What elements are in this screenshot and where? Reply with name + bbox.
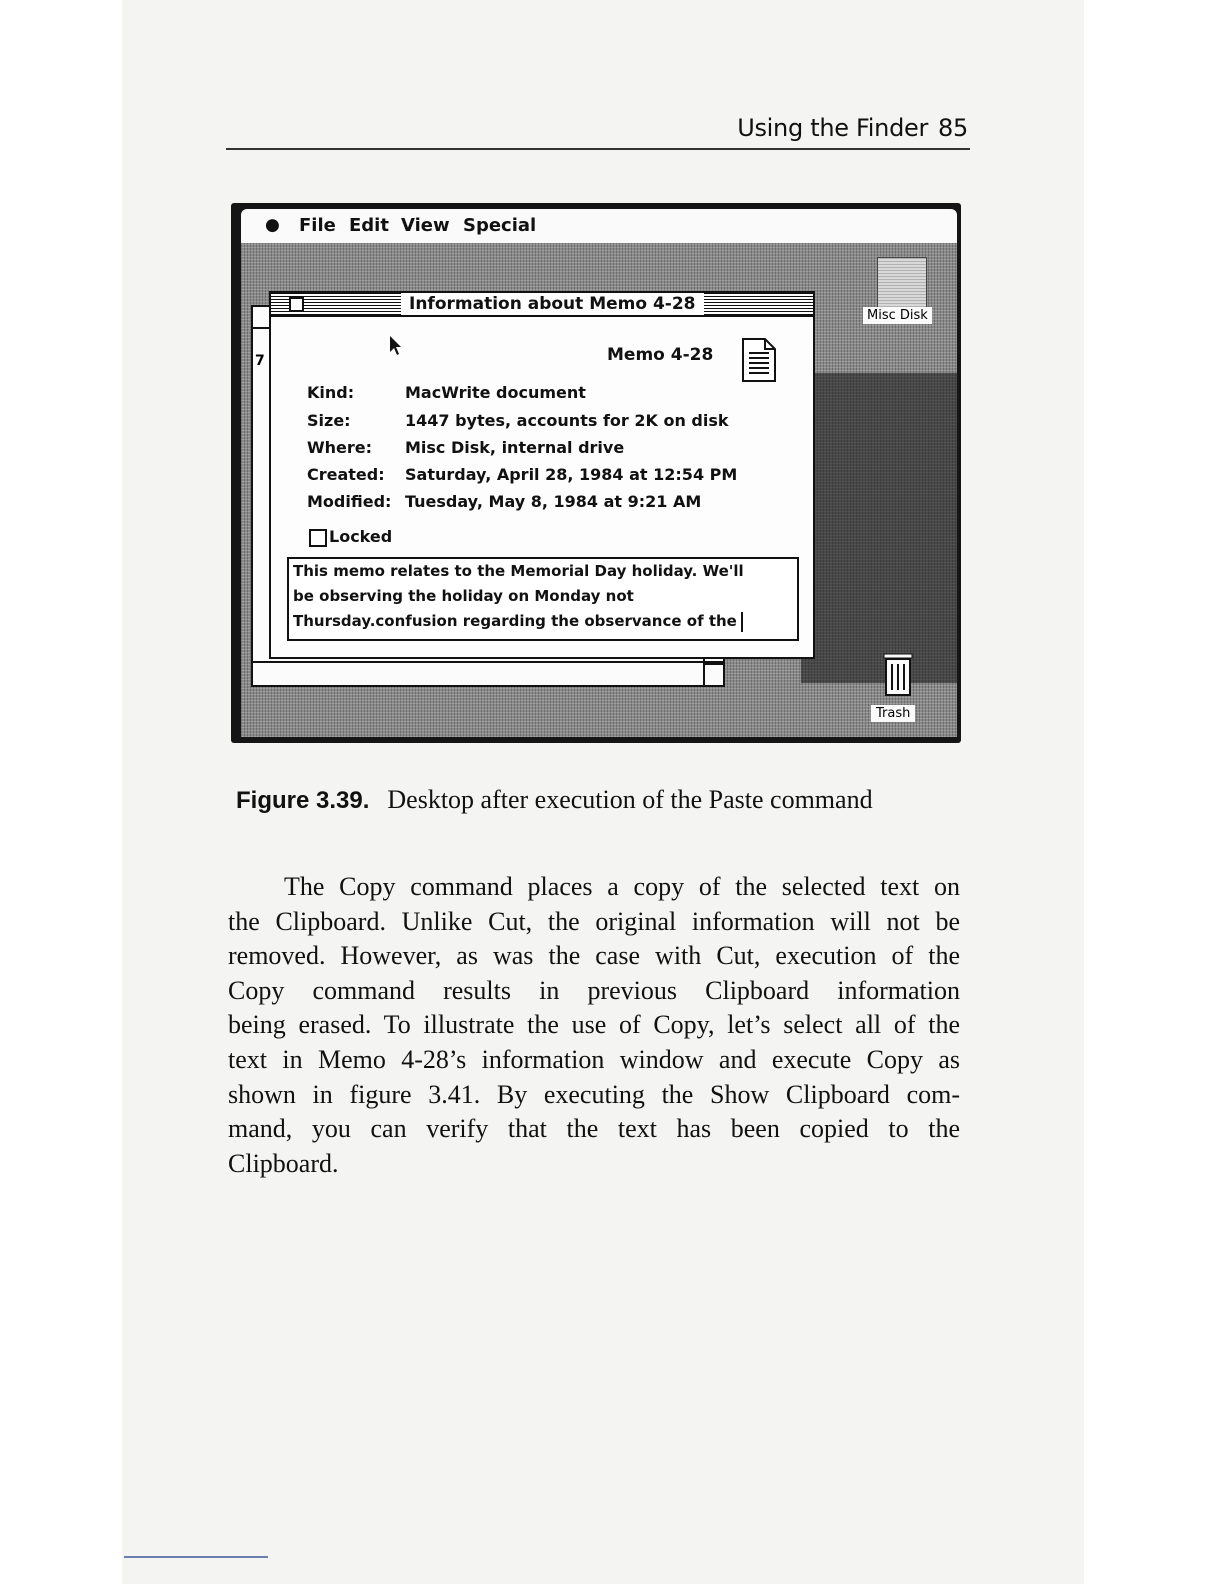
- menu-special[interactable]: Special: [463, 215, 537, 236]
- body-line: The Copy command places a copy of the selected text on: [284, 872, 960, 901]
- finder-screenshot: [231, 203, 961, 743]
- body-line: Copy command results in previous Clipboard information: [228, 975, 960, 1005]
- body-paragraph: [228, 870, 960, 1181]
- comments-line: This memo relates to the Memorial Day holiday. We'll: [293, 562, 744, 580]
- document-icon: [741, 337, 777, 383]
- where-value: Misc Disk, internal drive: [405, 438, 625, 457]
- locked-checkbox[interactable]: [309, 529, 327, 547]
- body-line: removed. However, as was the case with Cut, execution of the: [228, 941, 960, 971]
- body-line: mand, you can verify that the text has been copied to the: [228, 1114, 960, 1144]
- info-window-title-bar[interactable]: [271, 293, 813, 317]
- comments-line: be observing the holiday on Monday not: [293, 587, 634, 605]
- comments-field[interactable]: [287, 557, 799, 641]
- figure-caption: [236, 784, 976, 815]
- kind-label: Kind:: [307, 383, 355, 402]
- desktop-shadow: [801, 373, 957, 683]
- info-window[interactable]: [269, 291, 815, 659]
- running-head: [226, 114, 970, 150]
- footer-rule: [124, 1556, 268, 1558]
- trash-label[interactable]: Trash: [871, 705, 915, 722]
- body-line: the Clipboard. Unlike Cut, the original information will not be: [228, 906, 960, 936]
- page-number: 85: [938, 114, 968, 142]
- comments-line: Thursday.confusion regarding the observance of the: [293, 612, 737, 630]
- locked-label: Locked: [329, 527, 393, 546]
- kind-value: MacWrite document: [405, 383, 586, 402]
- close-box-icon[interactable]: [289, 297, 304, 312]
- body-line: text in Memo 4-28’s information window and execute Copy as: [228, 1044, 960, 1074]
- size-label: Size:: [307, 411, 351, 430]
- menu-bar: [241, 209, 957, 243]
- running-head-text: [737, 114, 968, 142]
- text-caret: [741, 612, 743, 632]
- modified-label: Modified:: [307, 492, 392, 511]
- created-label: Created:: [307, 465, 385, 484]
- arrow-cursor-icon: [389, 335, 403, 357]
- apple-menu-icon[interactable]: ●: [265, 215, 280, 235]
- info-window-title: Information about Memo 4-28: [401, 293, 704, 315]
- where-label: Where:: [307, 438, 373, 457]
- created-value: Saturday, April 28, 1984 at 12:54 PM: [405, 465, 738, 484]
- figure-caption-text: Desktop after execution of the Paste command: [387, 785, 873, 814]
- menu-file[interactable]: File: [299, 215, 336, 236]
- body-line: shown in figure 3.41. By executing the Show Clipboard com-: [228, 1079, 960, 1109]
- background-window-fragment: 7: [255, 353, 265, 369]
- desktop: [241, 243, 957, 737]
- running-head-title: Using the Finder: [737, 114, 929, 142]
- menu-edit[interactable]: Edit: [349, 215, 389, 236]
- body-line: being erased. To illustrate the use of Copy, let’s select all of the: [228, 1010, 960, 1040]
- modified-value: Tuesday, May 8, 1984 at 9:21 AM: [405, 492, 702, 511]
- document-name: Memo 4-28: [607, 345, 714, 365]
- body-line: Clipboard.: [228, 1148, 339, 1178]
- disk-label[interactable]: Misc Disk: [863, 307, 932, 324]
- trash-icon[interactable]: [883, 653, 913, 697]
- size-value: 1447 bytes, accounts for 2K on disk: [405, 411, 729, 430]
- figure-label: Figure 3.39.: [236, 787, 370, 814]
- menu-view[interactable]: View: [401, 215, 450, 236]
- window-divider: [253, 661, 723, 663]
